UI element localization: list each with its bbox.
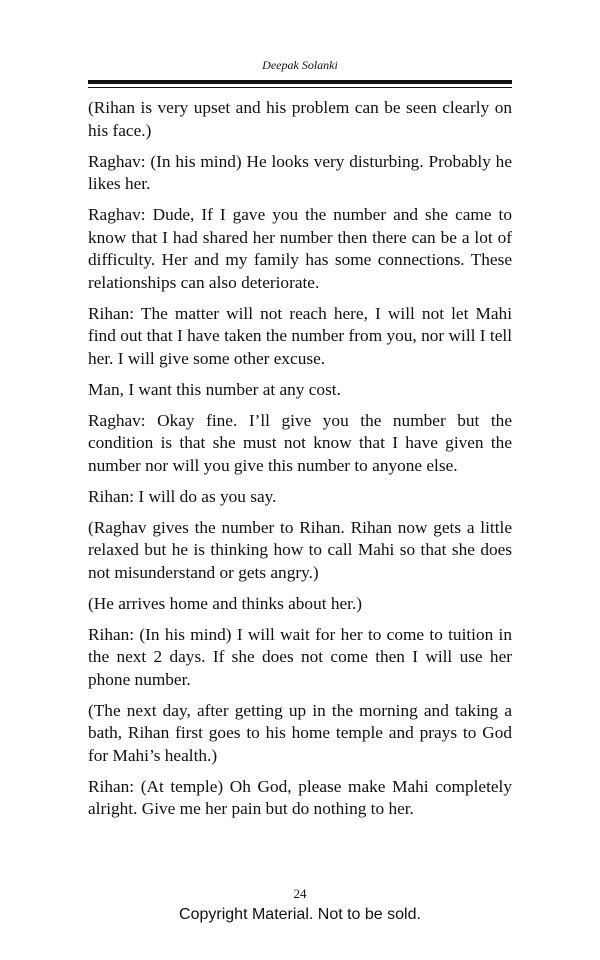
paragraph: (Rihan is very upset and his problem can be seen clearly on his face.) — [88, 98, 512, 140]
header-rule-thick — [88, 80, 512, 84]
paragraph: Raghav: Dude, If I gave you the number and she came to know that I had shared her number then there can be a lot of difficulty. Her and my family has some connections. These relationships can also deteriorate. — [88, 205, 512, 292]
header-rule-thin — [88, 87, 512, 88]
paragraph: (Raghav gives the number to Rihan. Rihan now gets a little relaxed but he is thinking how to call Mahi so that she does not misunderstand or gets angry.) — [88, 517, 512, 582]
paragraph: Rihan: The matter will not reach here, I will not let Mahi find out that I have taken the number from you, nor will I tell her. I will give some other excuse. — [88, 303, 512, 368]
paragraph: Raghav: Okay fine. I’ll give you the number but the condition is that she must not know that I have given the number nor will you give this number to anyone else. — [88, 410, 512, 475]
paragraph: Rihan: (In his mind) I will wait for her to come to tuition in the next 2 days. If she does not come then I will use her phone number. — [88, 624, 512, 689]
paragraph: (The next day, after getting up in the morning and taking a bath, Rihan first goes to his home temple and prays to God for Mahi’s health.) — [88, 700, 512, 765]
paragraph: Rihan: I will do as you say. — [88, 486, 277, 506]
paragraph: Rihan: (At temple) Oh God, please make Mahi completely alright. Give me her pain but do nothing to her. — [88, 776, 512, 818]
page-number: 24 — [293, 886, 307, 901]
paragraph: Raghav: (In his mind) He looks very disturbing. Probably he likes her. — [88, 151, 512, 193]
running-header-author: Deepak Solanki — [262, 58, 338, 72]
paragraph: (He arrives home and thinks about her.) — [88, 593, 363, 613]
copyright-notice: Copyright Material. Not to be sold. — [179, 906, 421, 923]
page-body — [88, 97, 512, 829]
paragraph: Man, I want this number at any cost. — [88, 379, 341, 399]
